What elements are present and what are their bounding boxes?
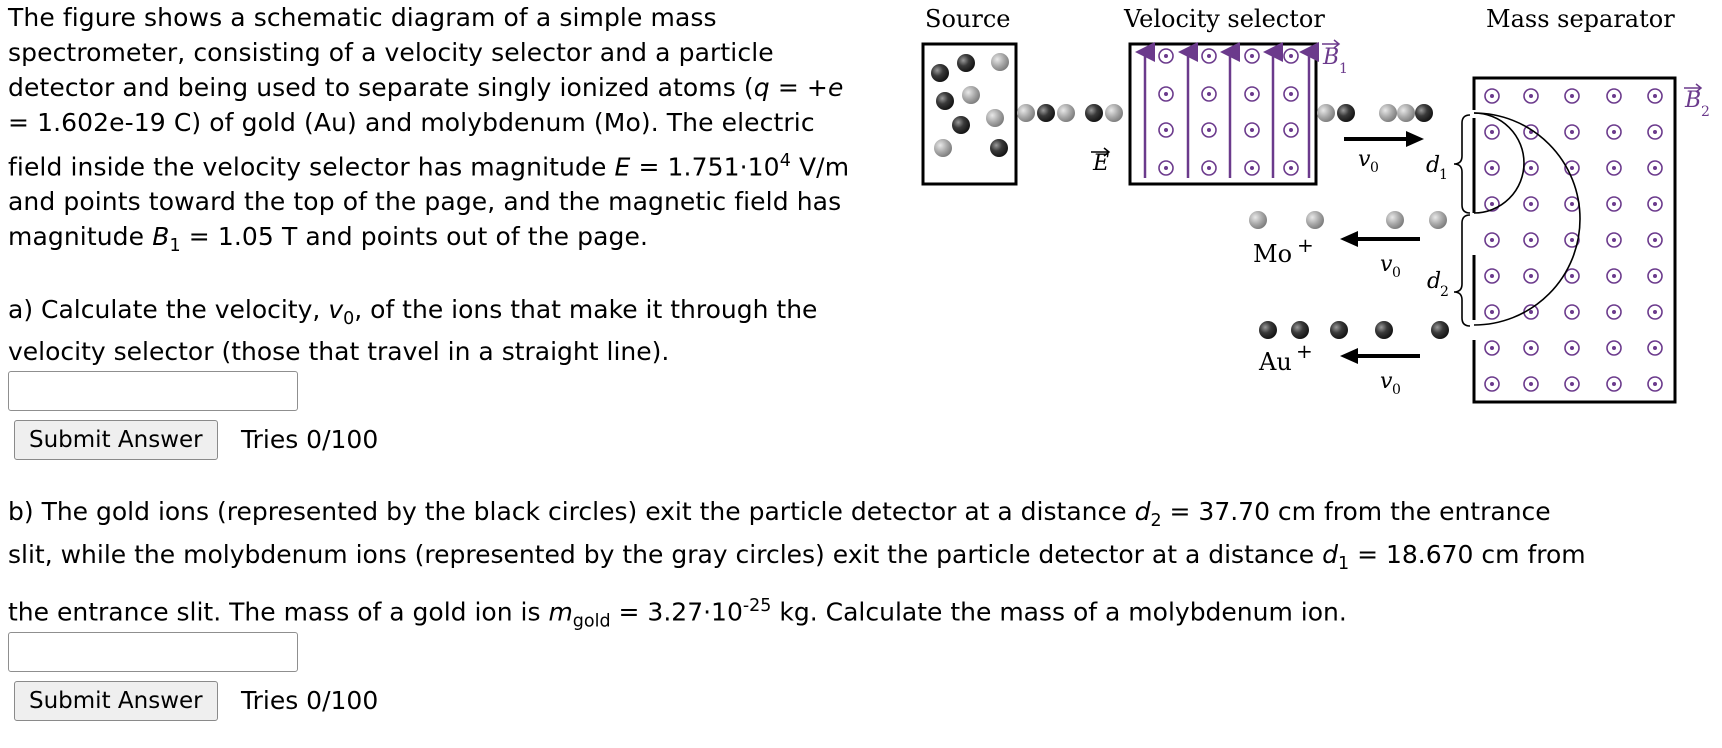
field-dot-center <box>1490 202 1494 206</box>
b2-out-of-page-symbols <box>1485 89 1662 391</box>
question-b-line1: b) The gold ions (represented by the black circles) exit the particle detector at a distance $d_2 = 37.70$ cm from the entrance <box>8 497 1551 531</box>
ion-beam-entry <box>1017 104 1123 122</box>
field-dot-center <box>1490 274 1494 278</box>
field-dot-center <box>1490 166 1494 170</box>
e-field-arrows <box>1145 52 1309 178</box>
mo-trajectory <box>1474 113 1524 213</box>
right-arrow-icon <box>1344 131 1424 147</box>
intro-line: and points toward the top of the page, and the magnetic field has <box>8 187 842 217</box>
b1-label: B <box>1323 45 1340 70</box>
v0-subscript: 0 <box>1370 160 1379 176</box>
source-label: Source <box>925 5 1011 33</box>
v0-label: v <box>1358 147 1371 172</box>
question-a-text: a) Calculate the velocity, $v_0$, of the ions that make it through the <box>8 295 818 329</box>
field-dot-center <box>1164 54 1168 58</box>
mass-separator-label: Mass separator <box>1486 5 1675 33</box>
field-dot-center <box>1164 128 1168 132</box>
ion-beam-exit <box>1317 104 1433 122</box>
intro-line: The figure shows a schematic diagram of a simple mass <box>8 3 717 32</box>
field-dot-center <box>1570 166 1574 170</box>
field-dot-center <box>1490 382 1494 386</box>
mo-v0-subscript: 0 <box>1392 265 1401 281</box>
field-dot-center <box>1289 166 1293 170</box>
field-dot-center <box>1612 202 1616 206</box>
field-dot-center <box>1289 92 1293 96</box>
field-dot-center <box>1529 310 1533 314</box>
field-dot-center <box>1612 274 1616 278</box>
tries-a-counter: Tries 0/100 <box>241 425 379 454</box>
field-dot-center <box>1289 128 1293 132</box>
question-b-line3: the entrance slit. The mass of a gold ion is $m_{gold} = 3.27\cdot 10^{-25}$ kg. Calculate the mass of a molybdenum ion. <box>8 596 1347 632</box>
b1-out-of-page-symbols <box>1159 49 1298 175</box>
field-dot-center <box>1653 274 1657 278</box>
field-dot-center <box>1289 54 1293 58</box>
field-dot-center <box>1250 54 1254 58</box>
tries-b-counter: Tries 0/100 <box>241 686 379 715</box>
au-trajectory <box>1474 113 1580 325</box>
field-dot-center <box>1570 382 1574 386</box>
velocity-selector-label: Velocity selector <box>1124 5 1325 33</box>
b1-subscript: 1 <box>1339 61 1348 77</box>
d2-subscript: 2 <box>1440 284 1449 300</box>
field-dot-center <box>1164 166 1168 170</box>
field-dot-center <box>1570 94 1574 98</box>
au-v0-subscript: 0 <box>1392 382 1401 398</box>
d2-brace-icon <box>1454 215 1470 326</box>
field-dot-center <box>1653 94 1657 98</box>
mo-v0-label: v <box>1380 252 1393 277</box>
field-dot-center <box>1653 346 1657 350</box>
field-dot-center <box>1653 382 1657 386</box>
field-dot-center <box>1612 382 1616 386</box>
intro-line: detector and being used to separate singly ionized atoms (q = +e <box>8 73 844 102</box>
field-dot-center <box>1612 166 1616 170</box>
field-dot-center <box>1612 310 1616 314</box>
field-dot-center <box>1529 382 1533 386</box>
field-dot-center <box>1490 310 1494 314</box>
mo-ion-label: Mo <box>1253 240 1293 268</box>
field-dot-center <box>1653 166 1657 170</box>
field-dot-center <box>1529 238 1533 242</box>
question-b-line2: slit, while the molybdenum ions (represented by the gray circles) exit the particle detector at a distance $d_1 = 18.670$ cm from <box>8 540 1586 574</box>
field-dot-center <box>1653 202 1657 206</box>
field-dot-center <box>1490 130 1494 134</box>
field-dot-center <box>1570 238 1574 242</box>
mo-charge-label: + <box>1297 233 1314 257</box>
field-dot-center <box>1529 202 1533 206</box>
d1-subscript: 1 <box>1439 167 1448 183</box>
field-dot-center <box>1612 94 1616 98</box>
field-dot-center <box>1207 166 1211 170</box>
field-dot-center <box>1570 202 1574 206</box>
field-dot-center <box>1529 346 1533 350</box>
field-dot-center <box>1570 274 1574 278</box>
au-ion-label: Au <box>1259 348 1292 376</box>
submit-answer-a-button[interactable]: Submit Answer <box>14 420 218 460</box>
submit-answer-b-button[interactable]: Submit Answer <box>14 681 218 721</box>
field-dot-center <box>1490 94 1494 98</box>
field-dot-center <box>1570 346 1574 350</box>
question-a-text-cont: velocity selector (those that travel in a straight line). <box>8 337 670 366</box>
intro-line: spectrometer, consisting of a velocity selector and a particle <box>8 38 774 67</box>
electric-field-label: E <box>1093 151 1110 176</box>
problem-intro <box>8 0 908 264</box>
field-dot-center <box>1570 130 1574 134</box>
field-dot-center <box>1207 54 1211 58</box>
mo-ions-exiting <box>1249 211 1447 229</box>
source-ions <box>931 53 1009 157</box>
field-dot-center <box>1207 92 1211 96</box>
field-dot-center <box>1529 166 1533 170</box>
au-charge-label: + <box>1296 339 1313 363</box>
intro-line: field inside the velocity selector has magnitude $E = 1.751\cdot 10^4$ V/m <box>8 151 850 182</box>
field-dot-center <box>1653 310 1657 314</box>
d1-brace-icon <box>1454 115 1470 213</box>
field-dot-center <box>1612 130 1616 134</box>
answer-a-input[interactable] <box>8 371 298 411</box>
field-dot-center <box>1653 130 1657 134</box>
field-dot-center <box>1612 346 1616 350</box>
au-ions-exiting <box>1259 321 1449 339</box>
b2-label: B <box>1685 88 1702 113</box>
intro-line: = 1.602e-19 C) of gold (Au) and molybdenum (Mo). The electric <box>8 108 815 137</box>
au-left-arrow-icon <box>1340 348 1420 364</box>
field-dot-center <box>1207 128 1211 132</box>
b2-subscript: 2 <box>1701 104 1710 120</box>
answer-b-input[interactable] <box>8 632 298 672</box>
field-dot-center <box>1250 92 1254 96</box>
field-dot-center <box>1653 238 1657 242</box>
field-dot-center <box>1490 238 1494 242</box>
field-dot-center <box>1250 166 1254 170</box>
mass-spectrometer-diagram <box>918 0 1718 420</box>
field-dot-center <box>1490 346 1494 350</box>
field-dot-center <box>1570 310 1574 314</box>
intro-line: magnitude $B_1 = 1.05$ T and points out of the page. <box>8 222 649 257</box>
field-dot-center <box>1612 238 1616 242</box>
d1-label: d <box>1426 153 1441 178</box>
field-dot-center <box>1250 128 1254 132</box>
field-dot-center <box>1529 274 1533 278</box>
mo-left-arrow-icon <box>1340 231 1420 247</box>
field-dot-center <box>1529 94 1533 98</box>
au-v0-label: v <box>1380 369 1393 394</box>
d2-label: d <box>1427 269 1442 294</box>
field-dot-center <box>1164 92 1168 96</box>
